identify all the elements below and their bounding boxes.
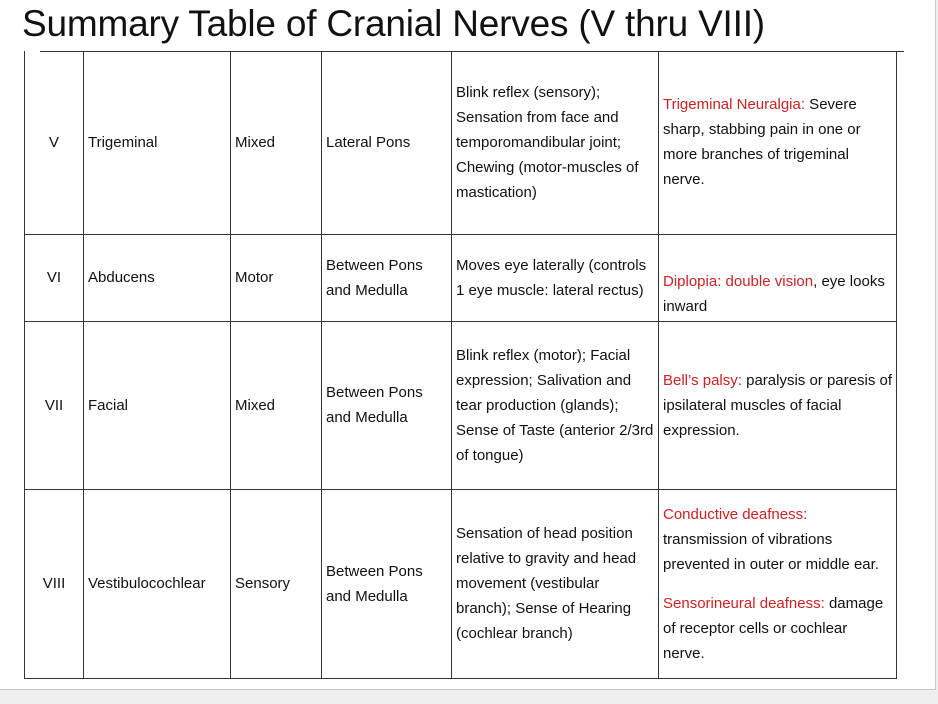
- disorder-name: Conductive deafness:: [663, 505, 808, 523]
- nerve-type: Mixed: [231, 321, 322, 489]
- page-title: Summary Table of Cranial Nerves (V thru VIII): [22, 3, 765, 44]
- nerve-number: VIII: [25, 489, 84, 678]
- disorder-name: Bell’s palsy:: [663, 371, 742, 389]
- nerve-disorder: [659, 234, 897, 321]
- nerve-type: Motor: [231, 234, 322, 321]
- nerve-number: VII: [25, 321, 84, 489]
- nerve-disorder: [659, 489, 897, 678]
- nerve-function: Moves eye laterally (controls 1 eye muscle: lateral rectus): [452, 234, 659, 321]
- disorder-description: , eye looks inward: [663, 272, 885, 315]
- nerve-type: Mixed: [231, 51, 322, 234]
- disorder-description: Severe sharp, stabbing pain in one or more branches of trigeminal nerve.: [663, 96, 861, 189]
- nerve-name: Vestibulocochlear: [84, 489, 231, 678]
- nerve-function: Sensation of head position relative to gravity and head movement (vestibular branch); Sense of Hearing (cochlear branch): [452, 489, 659, 678]
- nerve-number: VI: [25, 234, 84, 321]
- table-row: [25, 51, 897, 234]
- nerve-location: Lateral Pons: [322, 51, 452, 234]
- disorder-description: damage of receptor cells or cochlear nerve.: [663, 594, 884, 662]
- nerve-function: Blink reflex (motor); Facial expression; Salivation and tear production (glands); Sense of Taste (anterior 2/3rd of tongue): [452, 321, 659, 489]
- table-row: [25, 321, 897, 489]
- nerve-name: Facial: [84, 321, 231, 489]
- nerve-location: Between Pons and Medulla: [322, 321, 452, 489]
- nerve-function: Blink reflex (sensory); Sensation from face and temporomandibular joint; Chewing (motor-muscles of mastication): [452, 51, 659, 234]
- nerve-name: Abducens: [84, 234, 231, 321]
- disorder-description: paralysis or paresis of ipsilateral muscles of facial expression.: [663, 371, 892, 439]
- nerve-name: Trigeminal: [84, 51, 231, 234]
- table-row: [25, 489, 897, 678]
- nerve-disorder: [659, 321, 897, 489]
- disorder-name: Diplopia: double vision: [663, 272, 814, 290]
- nerve-number: V: [25, 51, 84, 234]
- cranial-nerves-table: [24, 51, 897, 679]
- disorder-name: Trigeminal Neuralgia:: [663, 96, 806, 114]
- nerve-location: Between Pons and Medulla: [322, 234, 452, 321]
- table-row: [25, 234, 897, 321]
- disorder-name: Sensorineural deafness:: [663, 594, 825, 612]
- nerve-disorder: [659, 51, 897, 234]
- disorder-spacer: [663, 577, 892, 591]
- nerve-type: Sensory: [231, 489, 322, 678]
- nerve-location: Between Pons and Medulla: [322, 489, 452, 678]
- disorder-description: transmission of vibrations prevented in outer or middle ear.: [663, 530, 879, 573]
